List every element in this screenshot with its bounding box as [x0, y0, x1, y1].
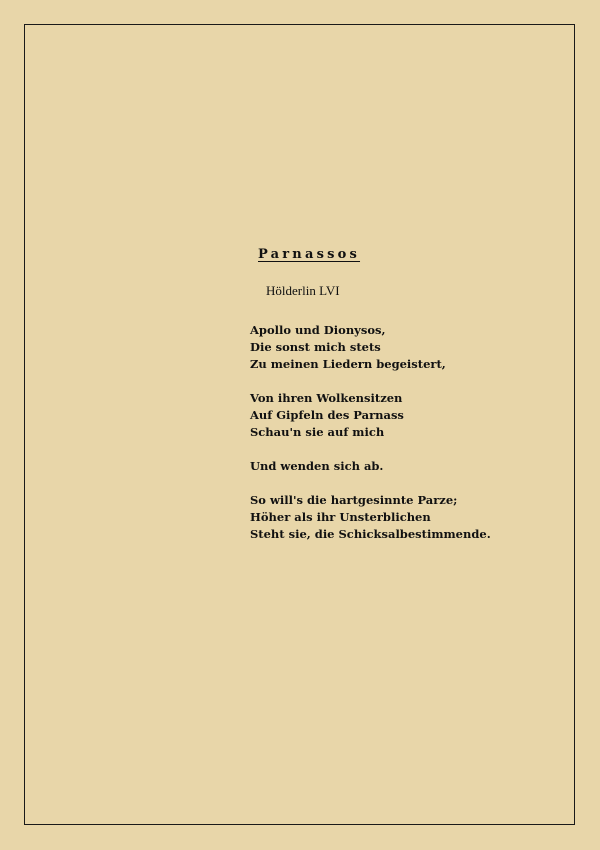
- poem-line: Schau'n sie auf mich: [250, 425, 385, 439]
- poem-line: Zu meinen Liedern begeistert,: [250, 357, 446, 371]
- poem-line: Steht sie, die Schicksalbestimmende.: [250, 527, 491, 541]
- poem-line: Von ihren Wolkensitzen: [250, 391, 403, 405]
- poem-line: Die sonst mich stets: [250, 340, 381, 354]
- poem-line: Apollo und Dionysos,: [250, 323, 386, 337]
- poem-subtitle: Hölderlin LVI: [266, 283, 340, 298]
- stanza: [250, 458, 491, 475]
- poem-body: [250, 322, 491, 560]
- stanza: [250, 322, 491, 373]
- poem-title: Parnassos: [258, 247, 361, 262]
- poem-line: Höher als ihr Unsterblichen: [250, 510, 431, 524]
- poem-line: So will's die hartgesinnte Parze;: [250, 493, 458, 507]
- poem-line: Auf Gipfeln des Parnass: [250, 408, 404, 422]
- stanza: [250, 390, 491, 441]
- poem-line: Und wenden sich ab.: [250, 459, 384, 473]
- stanza: [250, 492, 491, 543]
